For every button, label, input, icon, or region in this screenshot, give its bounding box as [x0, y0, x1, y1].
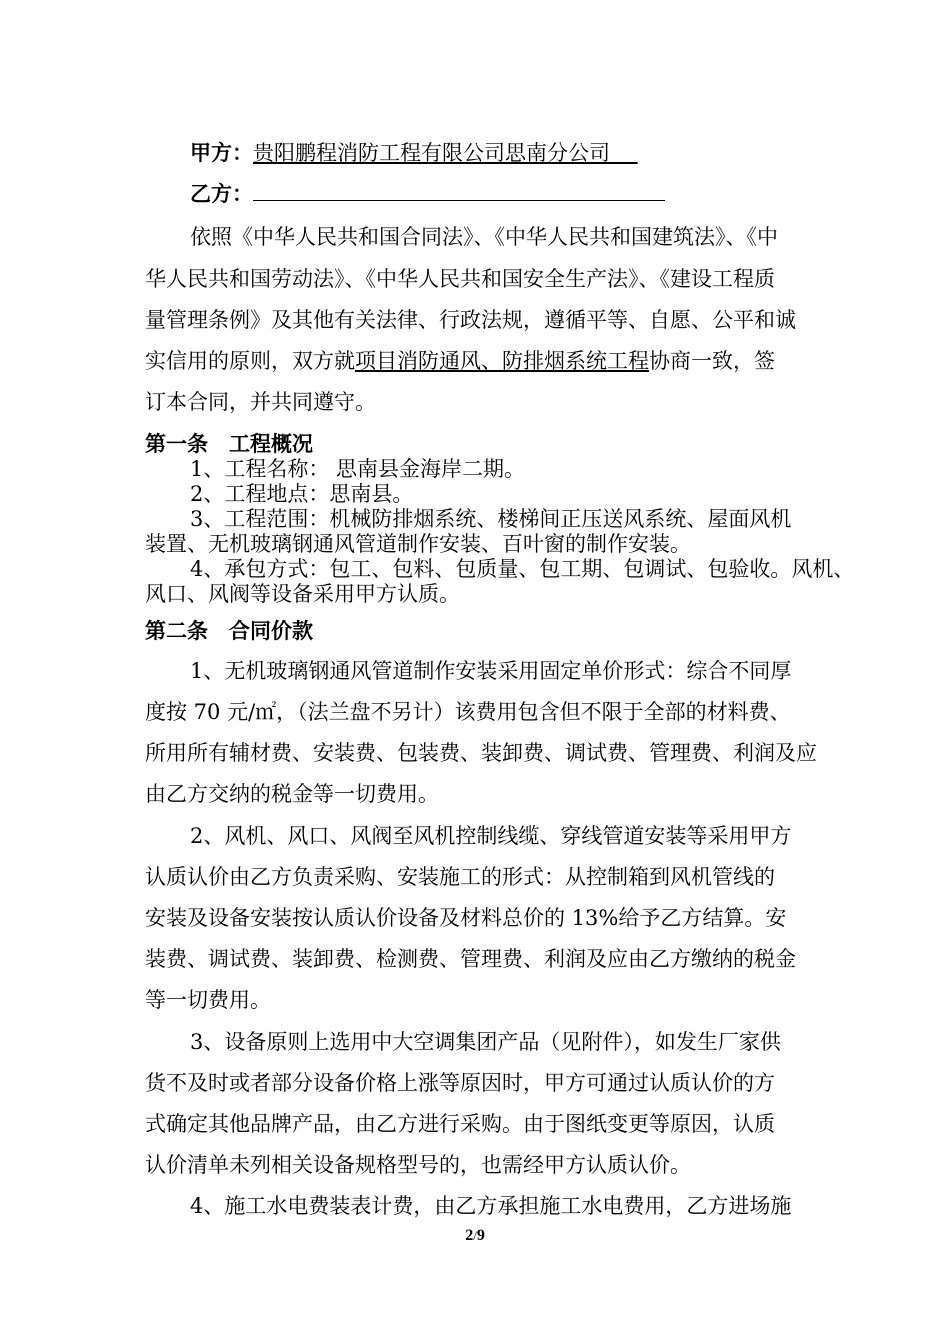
article-2-p2-line-2: 认质认价由乙方负责采购、安装施工的形式：从控制箱到风机管线的 [145, 865, 775, 889]
article-2-heading: 第二条 合同价款 [145, 618, 313, 643]
article-2-p3-line-3: 式确定其他品牌产品，由乙方进行采购。由于图纸变更等原因，认质 [145, 1112, 775, 1136]
page-number [0, 1227, 950, 1245]
article-1-item-2: 2、工程地点：思南县。 [190, 482, 414, 506]
article-2-p4-line-1: 4、施工水电费装表计费，由乙方承担施工水电费用，乙方进场施 [190, 1194, 792, 1218]
intro-line-4 [145, 345, 815, 375]
article-2-p1-line-4: 由乙方交纳的税金等一切费用。 [145, 782, 439, 806]
project-name: 项目消防通风、防排烟系统工程 [355, 349, 649, 373]
page-separator: / [473, 1228, 477, 1243]
article-1-item-1: 1、工程名称： 思南县金海岸二期。 [190, 457, 526, 481]
total-pages: 9 [476, 1227, 485, 1244]
article-2-p1-line-2: 度按 70 元/㎡，（法兰盘不另计）该费用包含但不限于全部的材料费、 [145, 700, 791, 724]
party-a-label: 甲方： [190, 140, 253, 165]
article-2-p2-line-5: 等一切费用。 [145, 988, 271, 1012]
article-1-item-3-line-1: 3、工程范围：机械防排烟系统、楼梯间正压送风系统、屋面风机 [190, 507, 792, 531]
article-2-p1-line-1: 1、无机玻璃钢通风管道制作安装采用固定单价形式：综合不同厚 [190, 659, 792, 683]
article-2-p2-line-4: 装费、调试费、装卸费、检测费、管理费、利润及应由乙方缴纳的税金 [145, 947, 796, 971]
intro-line-2: 华人民共和国劳动法》、《中华人民共和国安全生产法》、《建设工程质 [145, 267, 775, 291]
article-2-p3-line-2: 货不及时或者部分设备价格上涨等原因时，甲方可通过认质认价的方 [145, 1071, 775, 1095]
party-a-underline-pad [610, 141, 638, 165]
article-1-item-4-line-1: 4、承包方式：包工、包料、包质量、包工期、包调试、包验收。风机、 [190, 557, 855, 581]
intro-line-5: 订本合同，并共同遵守。 [145, 390, 376, 414]
article-1-item-4-line-2: 风口、风阀等设备采用甲方认质。 [145, 582, 460, 606]
article-2-p2-line-3: 安装及设备安装按认质认价设备及材料总价的 13%给予乙方结算。安 [145, 906, 787, 930]
intro-line-4-post: 协商一致，签 [649, 349, 775, 373]
article-2-p1-line-3: 所用所有辅材费、安装费、包装费、装卸费、调试费、管理费、利润及应 [145, 741, 817, 765]
intro-line-4-pre: 实信用的原则，双方就 [145, 349, 355, 373]
intro-line-1: 依照《中华人民共和国合同法》、《中华人民共和国建筑法》、《中 [190, 225, 778, 249]
article-2-p2-line-1: 2、风机、风口、风阀至风机控制线缆、穿线管道安装等采用甲方 [190, 824, 792, 848]
party-b-blank[interactable] [253, 180, 665, 201]
article-1-item-3-line-2: 装置、无机玻璃钢通风管道制作安装、百叶窗的制作安装。 [145, 532, 691, 556]
article-2-p3-line-1: 3、设备原则上选用中大空调集团产品（见附件），如发生厂家供 [190, 1030, 781, 1054]
party-a-name: 贵阳鹏程消防工程有限公司思南分公司 [253, 141, 610, 165]
current-page: 2 [465, 1227, 474, 1244]
party-b-line [190, 178, 860, 208]
party-b-label: 乙方： [190, 181, 253, 206]
intro-line-3: 量管理条例》及其他有关法律、行政法规，遵循平等、自愿、公平和诚 [145, 308, 796, 332]
article-1-heading: 第一条 工程概况 [145, 431, 313, 456]
article-2-p3-line-4: 认价清单未列相关设备规格型号的，也需经甲方认质认价。 [145, 1153, 691, 1177]
party-a-line [190, 137, 860, 167]
